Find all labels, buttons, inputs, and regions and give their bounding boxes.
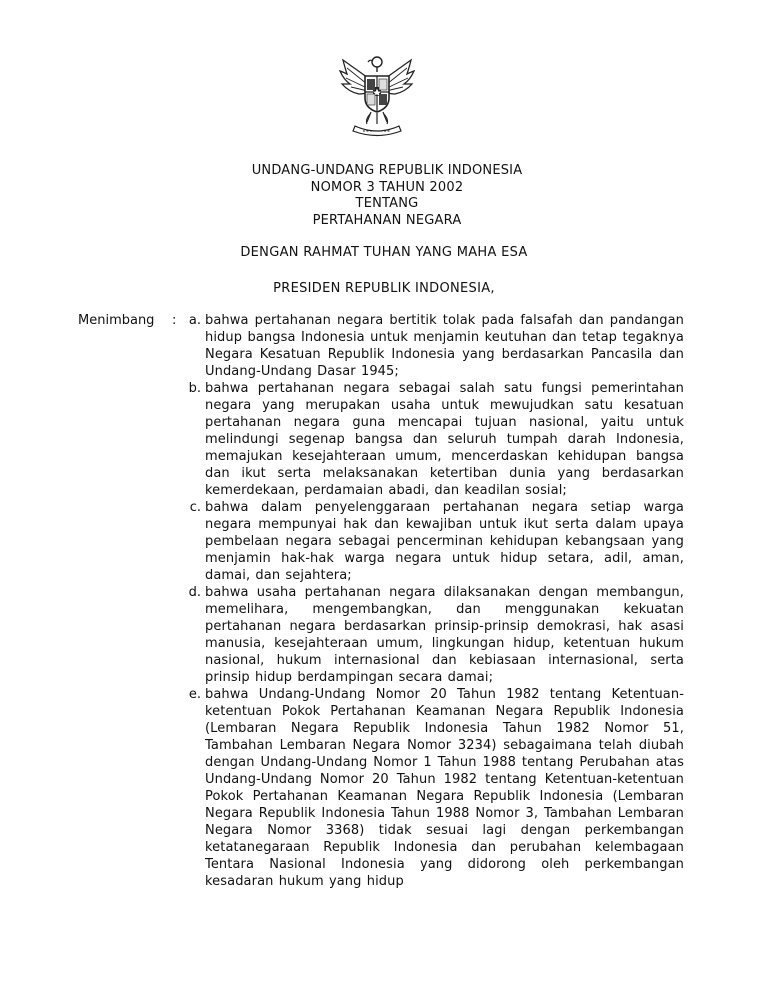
- considering-label: Menimbang: [78, 313, 155, 328]
- item-letter: e.: [188, 687, 201, 702]
- considering-item-a: [179, 312, 684, 380]
- garuda-pancasila-emblem-icon: [337, 50, 417, 138]
- considering-item-d: [179, 584, 684, 686]
- law-title: [0, 163, 768, 229]
- considering-item-e: [179, 686, 684, 890]
- blessing-line: DENGAN RAHMAT TUHAN YANG MAHA ESA: [240, 245, 528, 260]
- item-letter: a.: [188, 313, 201, 328]
- item-text: bahwa pertahanan negara sebagai salah satu fungsi pemerintahan negara yang merupakan usaha untuk mewujudkan satu kesatuan pertahanan negara guna mencapai tujuan nasional, yaitu untuk melindungi segenap bangsa dan seluruh tumpah darah Indonesia, memajukan kesejahteraan umum, mencerdaskan kehidupan bangsa dan ikut serta melaksanakan ketertiban dunia yang berdasarkan kemerdekaan, perdamaian abadi, dan keadilan sosial;: [205, 381, 684, 498]
- law-subject-line: PERTAHANAN NEGARA: [312, 212, 462, 228]
- considering-list: [179, 312, 684, 890]
- law-title-line: UNDANG-UNDANG REPUBLIK INDONESIA: [251, 163, 523, 178]
- considering-item-c: [179, 499, 684, 584]
- law-number-line: NOMOR 3 TAHUN 2002: [310, 179, 464, 195]
- item-text: bahwa dalam penyelenggaraan pertahanan negara setiap warga negara mempunyai hak dan kewajiban untuk ikut serta dalam upaya pembelaan negara sebagai pencerminan kehidupan kebangsaan yang menjamin hak-hak warga negara untuk hidup setara, adil, aman, damai, dan sejahtera;: [205, 500, 684, 583]
- item-letter: d.: [188, 585, 201, 600]
- item-text: bahwa pertahanan negara bertitik tolak pada falsafah dan pandangan hidup bangsa Indonesia untuk menjamin keutuhan dan tetap tegaknya Negara Kesatuan Republik Indonesia yang berdasarkan Pancasila dan Undang-Undang Dasar 1945;: [205, 313, 684, 379]
- item-text: bahwa Undang-Undang Nomor 20 Tahun 1982 tentang Ketentuan-ketentuan Pokok Pertahanan Keamanan Negara Republik Indonesia (Lembaran Negara Republik Indonesia Tahun 1982 Nomor 51, Tambahan Lembaran Negara Nomor 3234) sebagaimana telah diubah dengan Undang-Undang Nomor 1 Tahun 1988 tentang Perubahan atas Undang-Undang Nomor 20 Tahun 1982 tentang Ketentuan-ketentuan Pokok Pertahanan Keamanan Negara Republik Indonesia (Lembaran Negara Republik Indonesia Tahun 1988 Nomor 3, Tambahan Lembaran Negara Nomor 3368) tidak sesuai lagi dengan perkembangan ketatanegaraan Republik Indonesia dan perubahan kelembagaan Tentara Nasional Indonesia yang didorong oleh perkembangan kesadaran hukum yang hidup: [205, 687, 684, 889]
- item-letter: b.: [188, 381, 201, 396]
- considering-item-b: [179, 380, 684, 499]
- considering-colon: :: [172, 313, 177, 328]
- item-letter: c.: [189, 500, 201, 515]
- law-about-line: TENTANG: [355, 196, 419, 211]
- president-line: PRESIDEN REPUBLIK INDONESIA,: [273, 281, 495, 296]
- item-text: bahwa usaha pertahanan negara dilaksanakan dengan membangun, memelihara, mengembangkan, dan menggunakan kekuatan pertahanan negara berdasarkan prinsip-prinsip demokrasi, hak asasi manusia, kesejahteraan umum, lingkungan hidup, ketentuan hukum nasional, hukum internasional dan kebiasaan internasional, serta prinsip hidup berdampingan secara damai;: [205, 585, 684, 685]
